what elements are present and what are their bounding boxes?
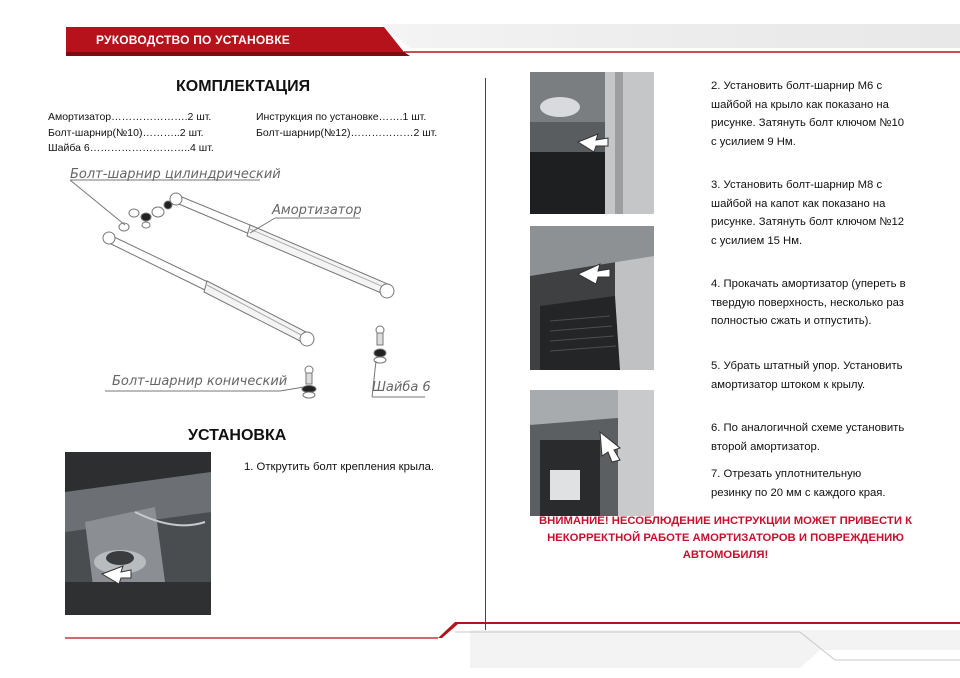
label-bolt-cylindrical: Болт-шарнир цилиндрический (70, 167, 281, 182)
label-shock-absorber: Амортизатор (272, 203, 362, 218)
kit-item: Амортизатор………………….2 шт. (48, 111, 212, 123)
step-7-text: 7. Отрезать уплотнительную резинку по 20 мм с каждого края. (711, 468, 886, 499)
leader-bolt-cyl (70, 180, 125, 225)
step-3-text: 3. Установить болт-шарнир М8 с шайбой на капот как показано на рисунке. Затянуть болт ключом №12 с усилием 15 Нм. (711, 179, 905, 247)
kit-item: Болт-шарнир(№10)………..2 шт. (48, 126, 204, 139)
label-bolt-conical: Болт-шарнир конический (112, 374, 288, 389)
header-fade-shape (380, 24, 960, 48)
step-6-text: 6. По аналогичной схеме установить второй амортизатор. (711, 422, 905, 453)
step-1-text: 1. Открутить болт крепления крыла. (244, 461, 435, 473)
header-band (0, 0, 960, 60)
install-title: УСТАНОВКА (188, 427, 287, 444)
page-header-title: РУКОВОДСТВО ПО УСТАНОВКЕ (96, 33, 290, 47)
step-5-text: 5. Убрать штатный упор. Установить амортизатор штоком к крылу. (711, 360, 903, 391)
kit-left-list (48, 110, 214, 157)
footer-decoration (0, 610, 960, 678)
photo-step-2 (530, 72, 654, 214)
bolt-right-parts (374, 326, 386, 363)
kit-item: Шайба 6………………………..4 шт. (48, 142, 214, 154)
kit-item: Инструкция по установке…….1 шт. (256, 111, 427, 123)
kit-item: Болт-шарнир(№12)………………2 шт. (256, 126, 438, 139)
label-washer: Шайба 6 (372, 380, 431, 395)
step-2-text: 2. Установить болт-шарнир М6 с шайбой на крыло как показано на рисунке. Затянуть болт ключом №10 с усилием 9 Нм. (711, 80, 905, 148)
photo-step-4 (530, 390, 654, 516)
step-4-text: 4. Прокачать амортизатор (упереть в твердую поверхность, несколько раз полностью сжать и отпустить). (711, 278, 906, 327)
bolt-conical-parts (302, 366, 316, 398)
kit-right-list (256, 110, 437, 141)
photo-step-3 (530, 226, 654, 370)
column-divider (485, 78, 486, 636)
header-shadow (66, 52, 410, 56)
kit-title: КОМПЛЕКТАЦИЯ (176, 78, 311, 95)
warning-text: ВНИМАНИЕ! НЕСОБЛЮДЕНИЕ ИНСТРУКЦИИ МОЖЕТ ПРИВЕСТИ К НЕКОРРЕКТНОЙ РАБОТЕ АМОРТИЗАТОРОВ И ПОВРЕЖДЕНИЮ АВТОМОБИЛЯ! (539, 515, 912, 561)
parts-diagram (50, 165, 470, 405)
photo-step-1 (65, 452, 211, 615)
bolt-cylindrical-parts (119, 201, 172, 231)
